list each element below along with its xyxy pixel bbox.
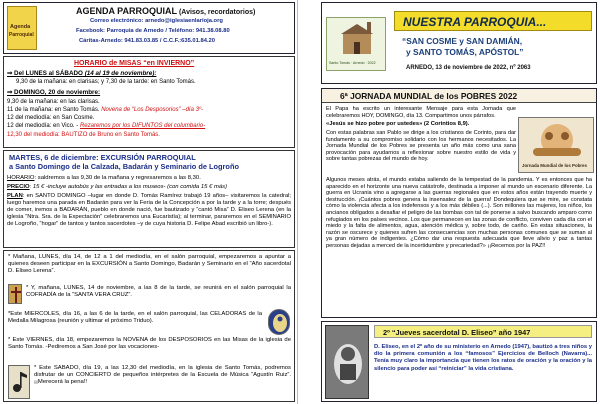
excursion-plan	[7, 193, 291, 245]
excursion-precio	[7, 185, 227, 191]
jornada-p1: Con estas palabras san Pablo se dirige a los cristianos de Corinto, para dar fundamento a su compromiso solidario con los hermanos necesitados. La Jornada Mundial de los Pobres se presenta un año más como una sana provocación para ayudarnos a reflexionar sobre nuestro estilo de vida y sobre tantas pobrezas del mundo de hoy.	[326, 130, 516, 163]
parish-header	[321, 2, 597, 84]
right-page	[301, 0, 600, 404]
horario-line2: 9,30 de la mañana: en clarisas; y 7,30 de la tarde: en Santo Tomás.	[16, 79, 196, 85]
excursion-plan-text: : en SANTO DOMINGO –lugar en donde D. Tomás Ramírez trabajó 19 años– visitaremos la catedral; luego haremos una parada en Badarán para ver la Feria de la Concepción a por la tarde y a la torre; después de comer, iremos a BADARÁN, pueblo en donde nació, fue bautizado y “cantó Misa” D. Eliseo Lerena (en la iglesia “Ntra. Sra. de la Expectación” celebraremos una Eucaristía); al terminar, pararemos en el SEMINARIO de Logroño, “hogar” de tantos y tantos sacerdotes –y de cuya historia D. Felipe Abad escribió un libro-).	[7, 193, 291, 228]
agenda-title	[76, 7, 255, 16]
horario-line7-b: Rezaremos por los DIFUNTOS del columbario-	[79, 123, 206, 129]
excursion-horario-label: HORARIO	[7, 175, 35, 181]
jueves-photo	[325, 325, 369, 399]
jueves-title: 2º “Jueves sacerdotal D. Eliseo” año 1947	[383, 328, 531, 337]
parish-title: NUESTRA PARROQUIA...	[403, 15, 547, 29]
jueves-section	[321, 321, 597, 402]
medal-icon	[269, 310, 290, 335]
jornada-graphic-text: Jornada Mundial de los Pobres	[522, 163, 587, 168]
jornada-p2: Algunos meses atrás, el mundo estaba saliendo de la tempestad de la pandemia. Y es entonces que ha aparecido en el horizonte una nueva catástrofe, destinada a imponer al mundo un escenario diferente. La guerra en Ucrania vino a agregarse a las guerras regionales que en estos años están trayendo muerte y destrucción. ¡Cuántos pobres genera la insensatez de la guerra! Dondequiera que se mire, se constata cómo la violencia afecta a los indefensos y a los más débiles (...). Son millones las mujeres, los niños, los ancianos obligados a desafiar el peligro de las bombas con tal de ponerse a salvo buscando amparo como refugiados en los países vecinos. Los que permanecen en las zonas de conflicto, conviven cada día con el miedo y la falta de alimentos, agua, atención médica y, sobre todo, de cariño. En estas situaciones, la razón se oscurece y quienes sufren las consecuencias son muchas personas comunes que se suman al ya gran número de indigentes. ¿Cómo dar una respuesta adecuada que lleve alivio y paz a tantas personas dejadas a merced de la incertidumbre y precariedad?» ¡¡Recemos por la PAZ!!	[326, 177, 592, 249]
logo-line2: Parroquial	[9, 32, 34, 38]
note-5: * Este SÁBADO, día 19, a las 12,30 del mediodía, en la iglesia de Santo Tomás, podremos disfrutar de un CONCIERTO de pequeños intérpretes de la Escuela de Música “Agustín Ruiz”. ¡¡Merecerá la pena!!	[34, 365, 291, 385]
left-page	[0, 0, 298, 404]
excursion-precio-label: PRECIO	[7, 184, 30, 190]
jueves-title-bar	[374, 325, 592, 338]
issue-line: ARNEDO, 13 de noviembre de 2022, nº 2063	[406, 65, 531, 71]
header-facebook: Facebook: Parroquia de Arnedo / Teléfono: 941.38.08.80	[76, 28, 230, 34]
horario-line4: 9,30 de la mañana: en las clarisas.	[7, 99, 100, 105]
excursion-horario-text: : saldremos a las 9,30 de la mañana y regresaremos a las 8,30.	[34, 175, 201, 181]
jueves-text: D. Eliseo, en el 2º año de su ministerio en Arnedo (1947), bautizó a tres niños y dio la primera comunión a los “famosos” Ejercicios de Belloch (Navarra)... Tenía muy claro la importancia que tienen los ratos de oración y la oración y la silencio para poder así “reiniciar” la vida cristiana.	[374, 344, 592, 372]
agenda-header	[3, 2, 295, 54]
horario-line5-a: 11 de la mañana: en Santo Tomás.	[7, 107, 102, 113]
title-banner	[394, 11, 592, 31]
horario-line7	[7, 123, 205, 129]
excursion-title2: a Santo Domingo de la Calzada, Badarán y Seminario de Logroño	[9, 162, 239, 171]
parish-subtitle2: y SANTO TOMÁS, APÓSTOL”	[406, 47, 524, 57]
music-icon	[9, 366, 30, 399]
logo-line1: Agenda	[10, 24, 31, 30]
icon-concierto	[8, 365, 30, 399]
horario-line1-date: (14 al 19 de noviembre):	[82, 70, 157, 77]
horario-line1-head: ⇒ Del LUNES al SÁBADO	[7, 70, 83, 77]
note-4: * Este VIERNES, día 18, empezaremos la NOVENA de los DESPOSORIOS en las Misas de la iglesia de Santo Tomás. -Pediremos a San José por las vocaciones-	[8, 337, 291, 350]
logo-caption: Santo Tomás · Arnedo · 2022	[329, 61, 376, 65]
header-email: Correo electrónico: arnedo@iglesiaenlarioja.org	[90, 18, 223, 24]
excursion-precio-text: : 15 € -incluye autobús y las entradas a los museos- (con comida 15 € más)	[29, 184, 228, 190]
jornada-quote: «Jesús se hizo pobre por ustedes» (2 Corintios 8,9).	[326, 121, 470, 127]
agenda-subtitle: (Avisos, recordatorios)	[177, 9, 256, 16]
horario-line5	[7, 107, 203, 113]
hands-icon	[519, 118, 595, 162]
horario-line1	[7, 71, 156, 77]
note-1: * Mañana, LUNES, día 14, de 12 a 1 del mediodía, en el salón parroquial, empezaremos a apuntar a quienes deseen participar en la EXCURSIÓN a Santo Domingo, Badarán y Seminario en el “Año sacerdotal D. Eliseo Lerena”.	[8, 254, 291, 274]
horario-section	[3, 56, 295, 148]
excursion-section	[3, 150, 295, 248]
jornada-graphic	[518, 117, 594, 173]
horario-line8: 12,30 del mediodía: BAUTIZO de Bruno en Santo Tomás.	[7, 132, 160, 138]
horario-line5-b: Novena de “Los Desposorios” –día 3º-	[101, 107, 204, 113]
excursion-horario	[7, 176, 201, 182]
portrait-icon	[326, 326, 370, 400]
jornada-section	[321, 88, 597, 318]
agenda-logo	[7, 6, 37, 50]
excursion-plan-label: PLAN	[7, 193, 23, 199]
note-2: * Y, mañana, LUNES, 14 de noviembre, a las 8 de la tarde, se reunirá en el salón parroquial la COFRADÍA de la “SANTA VERA CRUZ”.	[26, 285, 291, 298]
jornada-title: 6ª JORNADA MUNDIAL de los POBRES 2022	[340, 91, 518, 101]
parish-logo	[326, 17, 386, 71]
icon-medalla	[268, 309, 290, 335]
header-caritas: Cáritas-Arnedo: 941.83.03.85 / C.C.F.:635.01.84.20	[79, 38, 215, 44]
icon-vera-cruz	[8, 284, 22, 304]
horario-line7-a: 12 del mediodía: en Vico. -	[7, 123, 80, 129]
jornada-intro: El Papa ha escrito un interesante Mensaje para esta Jornada que celebraremos HOY, DOMINGO, día 13. Compartimos unos párrafos.	[326, 106, 516, 119]
horario-title: HORARIO de MISAS “en INVIERNO”	[74, 60, 195, 67]
excursion-title1: MARTES, 6 de diciembre: EXCURSIÓN PARROQUIAL	[9, 153, 196, 162]
jornada-title-bar	[322, 89, 596, 103]
church-icon	[327, 18, 387, 58]
horario-line6: 12 del mediodía: en San Cosme.	[7, 115, 95, 121]
parish-subtitle1: “SAN COSME y SAN DAMIÁN,	[402, 36, 523, 46]
horario-line3: ⇒ DOMINGO, 20 de noviembre:	[7, 89, 101, 96]
cross-icon	[9, 285, 22, 304]
agenda-title-text: AGENDA PARROQUIAL	[76, 6, 177, 16]
notes-section	[3, 250, 295, 402]
note-3: *Este MIÉRCOLES, día 16, a las 6 de la tarde, en el salón parroquial, las CELADORAS de la Medalla Milagrosa (reunión y ultimar el próximo Triduo).	[8, 311, 262, 324]
